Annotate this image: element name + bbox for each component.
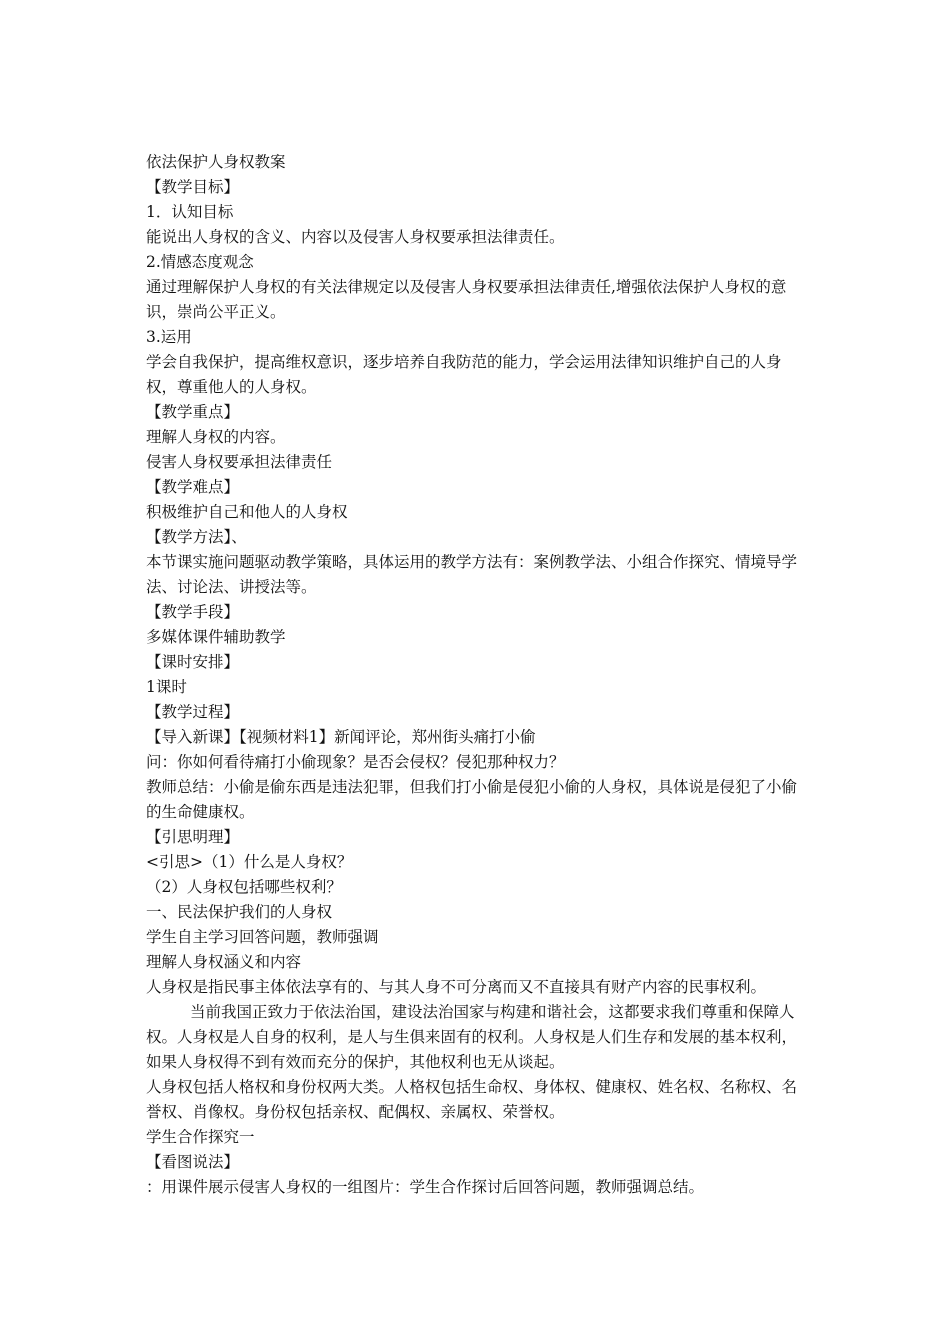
section-heading-means: 【教学手段】	[146, 603, 240, 621]
paragraph: （2）人身权包括哪些权利？	[146, 878, 342, 896]
paragraph: 积极维护自己和他人的人身权	[146, 503, 348, 521]
section-heading-process: 【教学过程】	[146, 703, 240, 721]
paragraph: <引思>（1）什么是人身权？	[146, 853, 353, 871]
document-body	[146, 150, 810, 1200]
paragraph: ：用课件展示侵害人身权的一组图片：学生合作探讨后回答问题，教师强调总结。	[146, 1178, 705, 1196]
subheading-application: 3.运用	[146, 328, 192, 346]
section-heading-key-points: 【教学重点】	[146, 403, 240, 421]
section-heading-reflection: 【引思明理】	[146, 828, 240, 846]
paragraph-indented: 当前我国正致力于依法治国，建设法治国家与构建和谐社会，这都要求我们尊重和保障人权。人身权是人自身的权利，是人与生俱来固有的权利。人身权是人们生存和发展的基本权利，如果人身权得不到有效而充分的保护，其他权利也无从谈起。	[146, 1003, 798, 1071]
paragraph: 1课时	[146, 678, 187, 696]
paragraph: 学会自我保护，提高维权意识，逐步培养自我防范的能力，学会运用法律知识维护自己的人身权，尊重他人的人身权。	[146, 353, 782, 396]
paragraph: 多媒体课件辅助教学	[146, 628, 286, 646]
section-heading-difficulties: 【教学难点】	[146, 478, 240, 496]
section-heading-methods: 【教学方法】、	[146, 528, 247, 546]
paragraph: 【导入新课】【视频材料1】新闻评论，郑州街头痛打小偷	[146, 728, 536, 746]
subheading-attitude: 2.情感态度观念	[146, 253, 254, 271]
doc-title: 依法保护人身权教案	[146, 153, 286, 171]
paragraph: 理解人身权涵义和内容	[146, 953, 302, 971]
paragraph: 人身权包括人格权和身份权两大类。人格权包括生命权、身体权、健康权、姓名权、名称权、名誉权、肖像权。身份权包括亲权、配偶权、亲属权、荣誉权。	[146, 1078, 798, 1121]
section-heading-objectives: 【教学目标】	[146, 178, 240, 196]
paragraph: 人身权是指民事主体依法享有的、与其人身不可分离而又不直接具有财产内容的民事权利。	[146, 978, 767, 996]
paragraph: 本节课实施问题驱动教学策略，具体运用的教学方法有：案例教学法、小组合作探究、情境导学法、讨论法、讲授法等。	[146, 553, 798, 596]
paragraph: 能说出人身权的含义、内容以及侵害人身权要承担法律责任。	[146, 228, 565, 246]
section-heading-picture-talk: 【看图说法】	[146, 1153, 240, 1171]
paragraph: 侵害人身权要承担法律责任	[146, 453, 333, 471]
paragraph: 学生自主学习回答问题，教师强调	[146, 928, 379, 946]
paragraph: 问：你如何看待痛打小偷现象？是否会侵权？侵犯那种权力？	[146, 753, 565, 771]
subheading-cognitive: 1．认知目标	[146, 203, 234, 221]
paragraph: 学生合作探究一	[146, 1128, 255, 1146]
paragraph: 理解人身权的内容。	[146, 428, 286, 446]
paragraph: 一、民法保护我们的人身权	[146, 903, 333, 921]
section-heading-schedule: 【课时安排】	[146, 653, 240, 671]
paragraph: 教师总结：小偷是偷东西是违法犯罪，但我们打小偷是侵犯小偷的人身权，具体说是侵犯了小偷的生命健康权。	[146, 778, 798, 821]
paragraph: 通过理解保护人身权的有关法律规定以及侵害人身权要承担法律责任,增强依法保护人身权的意识，崇尚公平正义。	[146, 278, 787, 321]
